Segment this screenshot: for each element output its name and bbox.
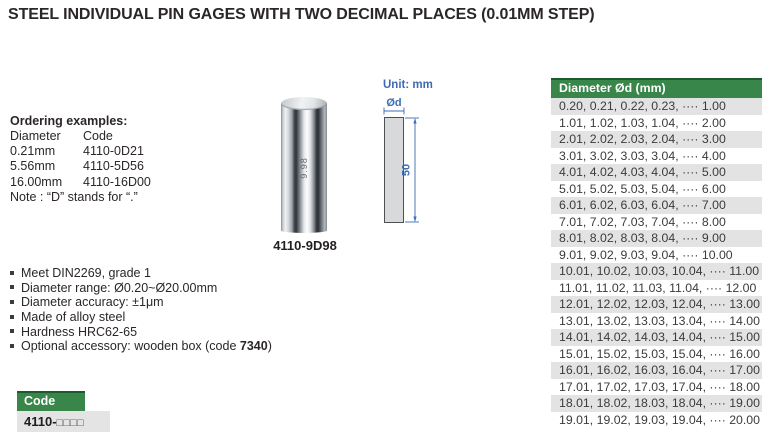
ordering-diameter: 16.00mm bbox=[10, 174, 63, 189]
table-row: 2.01, 2.02, 2.03, 2.04, ···· 3.00 bbox=[551, 131, 762, 148]
code-header: Code bbox=[17, 391, 85, 411]
unit-label: Unit: mm bbox=[383, 79, 433, 91]
page-title: STEEL INDIVIDUAL PIN GAGES WITH TWO DECIMAL PLACES (0.01MM STEP) bbox=[8, 6, 595, 23]
feature-item: Meet DIN2269, grade 1 bbox=[10, 266, 272, 281]
table-row: 7.01, 7.02, 7.03, 7.04, ···· 8.00 bbox=[559, 214, 726, 229]
table-row: 10.01, 10.02, 10.03, 10.04, ···· 11.00 bbox=[551, 263, 762, 280]
table-row: 11.01, 11.02, 11.03, 11.04, ···· 12.00 bbox=[559, 280, 757, 295]
feature-item: Made of alloy steel bbox=[10, 310, 272, 325]
ordering-heading: Ordering examples: bbox=[10, 114, 128, 128]
ordering-note: Note : “D” stands for “.” bbox=[10, 189, 138, 204]
diameter-table-header: Diameter Ød (mm) bbox=[551, 78, 762, 98]
pin-top-face bbox=[281, 97, 327, 110]
table-row: 16.01, 16.02, 16.03, 16.04, ···· 17.00 bbox=[551, 362, 762, 379]
ordering-code: 4110-16D00 bbox=[83, 174, 151, 189]
table-row: 12.01, 12.02, 12.03, 12.04, ···· 13.00 bbox=[551, 296, 762, 313]
table-row: 18.01, 18.02, 18.03, 18.04, ···· 19.00 bbox=[551, 395, 762, 412]
features-list bbox=[10, 266, 272, 354]
ordering-diameter: 5.56mm bbox=[10, 159, 56, 174]
diameter-dim-label: Ød bbox=[386, 97, 402, 109]
pin-gage-photo bbox=[281, 97, 327, 233]
feature-item-accessory: Optional accessory: wooden box (code 7340) bbox=[10, 339, 272, 354]
table-row: 19.01, 19.02, 19.03, 19.04, ···· 20.00 bbox=[559, 412, 760, 427]
bullet-square-icon bbox=[10, 315, 14, 319]
feature-item: Diameter accuracy: ±1μm bbox=[10, 295, 272, 310]
feature-item: Hardness HRC62-65 bbox=[10, 325, 272, 340]
table-row: 5.01, 5.02, 5.03, 5.04, ···· 6.00 bbox=[559, 181, 726, 196]
ordering-col-code: Code bbox=[83, 129, 113, 143]
table-row: 4.01, 4.02, 4.03, 4.04, ···· 5.00 bbox=[551, 164, 762, 181]
bullet-square-icon bbox=[10, 285, 14, 289]
bullet-square-icon bbox=[10, 300, 14, 304]
pin-caption: 4110-9D98 bbox=[273, 238, 337, 253]
code-placeholder-boxes: □□□□ bbox=[56, 417, 84, 429]
diameter-table bbox=[551, 78, 762, 428]
table-row: 9.01, 9.02, 9.03, 9.04, ···· 10.00 bbox=[559, 247, 733, 262]
ordering-examples bbox=[10, 114, 151, 205]
ordering-diameter: 0.21mm bbox=[10, 144, 56, 159]
ordering-code: 4110-0D21 bbox=[83, 144, 144, 159]
code-block bbox=[17, 391, 110, 432]
table-row: 13.01, 13.02, 13.03, 13.04, ···· 14.00 bbox=[559, 313, 760, 328]
diameter-table-body bbox=[551, 98, 762, 428]
bullet-square-icon bbox=[10, 271, 14, 275]
dimension-drawing bbox=[380, 95, 470, 230]
pin-body bbox=[281, 103, 327, 233]
pin-engraving: 9.98 bbox=[299, 157, 309, 179]
table-row: 3.01, 3.02, 3.03, 3.04, ···· 4.00 bbox=[559, 148, 726, 163]
ordering-col-diameter: Diameter bbox=[10, 129, 61, 143]
table-row: 6.01, 6.02, 6.03, 6.04, ···· 7.00 bbox=[551, 197, 762, 214]
ordering-table bbox=[10, 129, 151, 190]
bullet-square-icon bbox=[10, 344, 14, 348]
table-row: 8.01, 8.02, 8.03, 8.04, ···· 9.00 bbox=[551, 230, 762, 247]
feature-item: Diameter range: Ø0.20~Ø20.00mm bbox=[10, 281, 272, 296]
table-row: 15.01, 15.02, 15.03, 15.04, ···· 16.00 bbox=[559, 346, 760, 361]
table-row: 17.01, 17.02, 17.03, 17.04, ···· 18.00 bbox=[559, 379, 760, 394]
bullet-square-icon bbox=[10, 329, 14, 333]
table-row: 14.01, 14.02, 14.03, 14.04, ···· 15.00 bbox=[551, 329, 762, 346]
ordering-code: 4110-5D56 bbox=[83, 159, 144, 174]
length-dim-label: 50 bbox=[400, 163, 413, 177]
table-row: 1.01, 1.02, 1.03, 1.04, ···· 2.00 bbox=[559, 115, 726, 130]
table-row: 0.20, 0.21, 0.22, 0.23, ···· 1.00 bbox=[551, 98, 762, 115]
code-value: 4110-□□□□ bbox=[17, 411, 110, 432]
